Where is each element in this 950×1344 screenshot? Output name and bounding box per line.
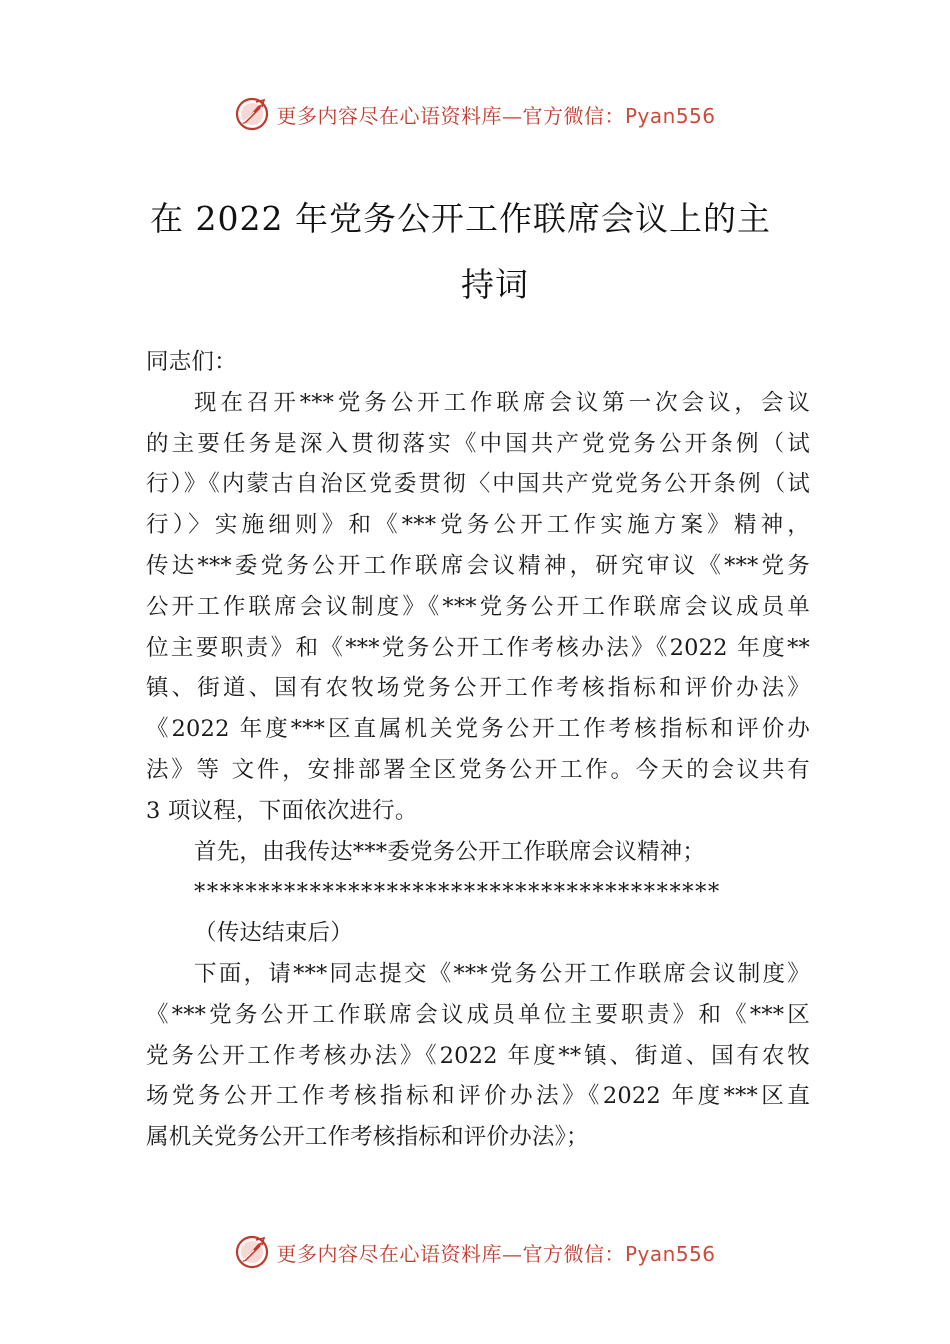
document-body <box>146 342 810 1158</box>
watermark-group <box>234 96 715 132</box>
paragraph-3-line: 党务公开工作考核办法》《2022 年度**镇、街道、国有农牧 <box>146 1042 810 1069</box>
paragraph-1-line: 法》等 文件，安排部署全区党务公开工作。今天的会议共有 <box>146 756 810 783</box>
separator-asterisks: ***************************************** <box>194 879 721 906</box>
watermark-main-text: 更多内容尽在心语资料库 <box>276 1241 502 1266</box>
watermark-main-text: 更多内容尽在心语资料库 <box>276 103 502 128</box>
paragraph-1-line: 行）》《内蒙古自治区党委贯彻〈中国共产党党务公开条例（试 <box>146 471 810 498</box>
watermark-dash: — <box>501 1241 523 1266</box>
document-title <box>150 186 800 318</box>
watermark-text <box>276 100 715 129</box>
paragraph-1-line: 行）〉实施细则》和《***党务公开工作实施方案》精神， <box>146 512 810 539</box>
salutation: 同志们： <box>146 349 237 375</box>
paragraph-3-line: 下面，请***同志提交《***党务公开工作联席会议制度》 <box>194 960 810 987</box>
paragraph-1-line: 镇、街道、国有农牧场党务公开工作考核指标和评价办法》 <box>146 675 810 702</box>
title-line-1: 在 2022 年党务公开工作联席会议上的主 <box>150 199 771 238</box>
paragraph-1-line: 传达***委党务公开工作联席会议精神，研究审议《***党务 <box>146 552 810 579</box>
paragraph-1-line: 的主要任务是深入贯彻落实《中国共产党党务公开条例（试 <box>146 430 810 457</box>
watermark-text <box>276 1238 715 1267</box>
stage-note: （传达结束后） <box>194 920 353 947</box>
paragraph-3-line: 《***党务公开工作联席会议成员单位主要职责》和《***区 <box>146 1001 810 1028</box>
watermark-group <box>234 1234 715 1270</box>
watermark-wechat-id: Pyan556 <box>624 103 716 128</box>
title-line-2: 持词 <box>461 265 529 304</box>
header-watermark-banner <box>0 94 950 134</box>
watermark-wechat-id: Pyan556 <box>624 1241 716 1266</box>
paragraph-1-line: 现在召开***党务公开工作联席会议第一次会议，会议 <box>194 389 810 416</box>
paragraph-1-line: 《2022 年度***区直属机关党务公开工作考核指标和评价办 <box>146 716 810 743</box>
paragraph-1-line: 3 项议程，下面依次进行。 <box>146 797 418 824</box>
paragraph-1-line: 公开工作联席会议制度》《***党务公开工作联席会议成员单 <box>146 593 810 620</box>
paragraph-1-line: 位主要职责》和《***党务公开工作考核办法》《2022 年度** <box>146 634 810 661</box>
quill-pen-logo-icon <box>234 1234 270 1270</box>
watermark-wechat-label: 官方微信： <box>522 1241 625 1266</box>
watermark-dash: — <box>501 103 523 128</box>
paragraph-3-line: 场党务公开工作考核指标和评价办法》《2022 年度***区直 <box>146 1083 810 1110</box>
paragraph-3-line: 属机关党务公开工作考核指标和评价办法》； <box>146 1124 589 1151</box>
paragraph-2-line: 首先，由我传达***委党务公开工作联席会议精神； <box>194 838 706 865</box>
watermark-wechat-label: 官方微信： <box>522 103 625 128</box>
footer-watermark-banner <box>0 1232 950 1272</box>
quill-pen-logo-icon <box>234 96 270 132</box>
